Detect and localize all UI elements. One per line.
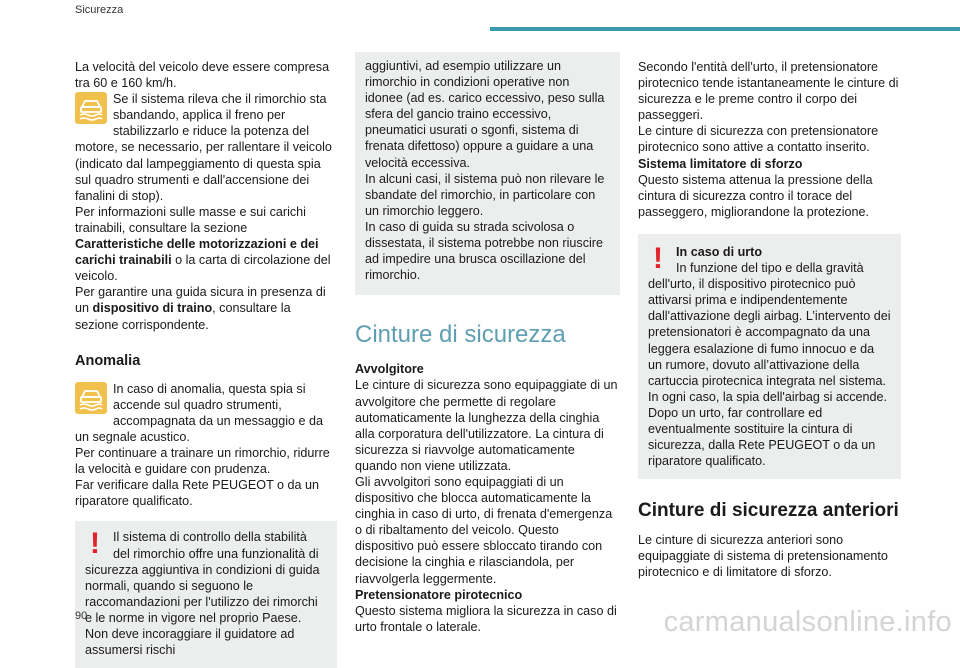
paragraph: Secondo l'entità dell'urto, il pretensionatore pirotecnico tende istantaneamente le cinture di sicurezza e le preme contro il corpo dei passeggeri. — [638, 60, 899, 123]
paragraph-with-icon: Se il sistema rileva che il rimorchio sta sbandando, applica il freno per stabilizzarlo e riduce la potenza del motore, se necessario, per rallentare il veicolo (indicato dal lampeggiamento di questa spia sul quadro strumenti e dall'accensione dei fanalini di stop). — [75, 92, 332, 203]
paragraph: La velocità del veicolo deve essere compresa tra 60 e 160 km/h. — [75, 60, 330, 91]
exclamation-icon: ! — [90, 527, 100, 561]
running-header: Sicurezza — [75, 4, 124, 16]
page-number: 90 — [75, 610, 88, 622]
subheading: Pretensionatore pirotecnico — [355, 587, 523, 602]
paragraph: Gli avvolgitori sono equipaggiati di un dispositivo che blocca automaticamente la cinghia in caso di urto, di frenata d'emergenza o di ribaltamento del veicolo. Questo dispositivo può essere sbloccato tirando con decisione la cinghia e rilasciandola, per riavvolgerla leggermente. — [355, 474, 613, 586]
crash-warning-note: ! In caso di urto In funzione del tipo e della gravità dell'urto, il dispositivo pirotecnico può attivarsi prima e indipendentemente dall'attivazione degli airbag. L’intervento dei pretensionatori è accompagnato da una leggera esalazione di fumo innocuo e da un rumore, dovuto all’attivazione della cartuccia pirotecnica integrata nel sistema. In ogni caso, la spia dell'airbag si accende. Dopo un urto, far controllare ed eventualmente sostituire la cintura di sicurezza, dalla Rete PEUGEOT o da un riparatore qualificato. — [638, 234, 901, 479]
warning-note: ! Il sistema di controllo della stabilità del rimorchio offre una funzionalità di sicurezza aggiuntiva in condizioni di guida normali, quando si seguono le raccomandazioni per l'utilizzo dei rimorchi e le norme in vigore nel proprio Paese. Non deve incoraggiare il guidatore ad assumersi rischi — [75, 521, 337, 668]
watermark: carmanualsonline.info — [663, 606, 952, 638]
column-right — [638, 59, 901, 581]
paragraph: Questo sistema attenua la pressione della cintura di sicurezza contro il torace del passeggero, migliorandone la protezione. — [638, 172, 873, 219]
anomaly-heading: Anomalia — [75, 352, 141, 369]
paragraph: Le cinture di sicurezza con pretensionatore pirotecnico sono attive a contatto inserito. — [638, 124, 879, 155]
trailer-stability-warning-icon — [75, 382, 107, 414]
paragraph-with-icon: In caso di anomalia, questa spia si accende sul quadro strumenti, accompagnata da un messaggio e da un segnale acustico. — [75, 381, 324, 444]
paragraph: Le cinture di sicurezza anteriori sono equipaggiate di sistema di pretensionamento pirotecnico e di limitatore di sforzo. — [638, 533, 888, 580]
header-accent-bar — [490, 27, 960, 31]
trailer-stability-warning-icon — [75, 92, 107, 124]
exclamation-icon: ! — [653, 241, 663, 275]
column-left — [75, 59, 337, 668]
paragraph: Per continuare a trainare un rimorchio, ridurre la velocità e guidare con prudenza. — [75, 446, 330, 477]
section-title: Cinture di sicurezza — [355, 321, 566, 349]
warning-note-continued: aggiuntivi, ad esempio utilizzare un rimorchio in condizioni operative non idonee (ad es. carico eccessivo, peso sulla sfera del gancio traino eccessivo, pneumatici usurati o sgonfi, sistema di frenata difettoso) oppure a guidare a una velocità eccessiva. In alcuni casi, il sistema può non rilevare le sbandate del rimorchio, in particolare con un rimorchio leggero. In caso di guida su strada scivolosa o dissestata, il sistema potrebbe non riuscire ad impedire una brusca oscillazione del rimorchio. — [355, 52, 620, 295]
paragraph: Le cinture di sicurezza sono equipaggiate di un avvolgitore che permette di regolare automaticamente la lunghezza della cinghia alla corporatura dell'utilizzatore. La cintura di sicurezza si riavvolge automaticamente quando non viene utilizzata. — [355, 378, 618, 473]
column-middle — [355, 52, 620, 635]
section-title: Cinture di sicurezza anteriori — [638, 500, 899, 522]
note-heading: In caso di urto — [676, 244, 763, 259]
subheading: Sistema limitatore di sforzo — [638, 156, 803, 171]
paragraph: Per garantire una guida sicura in presenza di un dispositivo di traino, consultare la sezione corrispondente. — [75, 285, 326, 332]
paragraph: Far verificare dalla Rete PEUGEOT o da un riparatore qualificato. — [75, 478, 320, 509]
paragraph: Questo sistema migliora la sicurezza in caso di urto frontale o laterale. — [355, 603, 617, 634]
paragraph: Per informazioni sulle masse e sui carichi trainabili, consultare la sezione Caratteristiche delle motorizzazioni e dei carichi trainabili o la carta di circolazione del veicolo. — [75, 204, 331, 284]
subheading: Avvolgitore — [355, 362, 424, 377]
